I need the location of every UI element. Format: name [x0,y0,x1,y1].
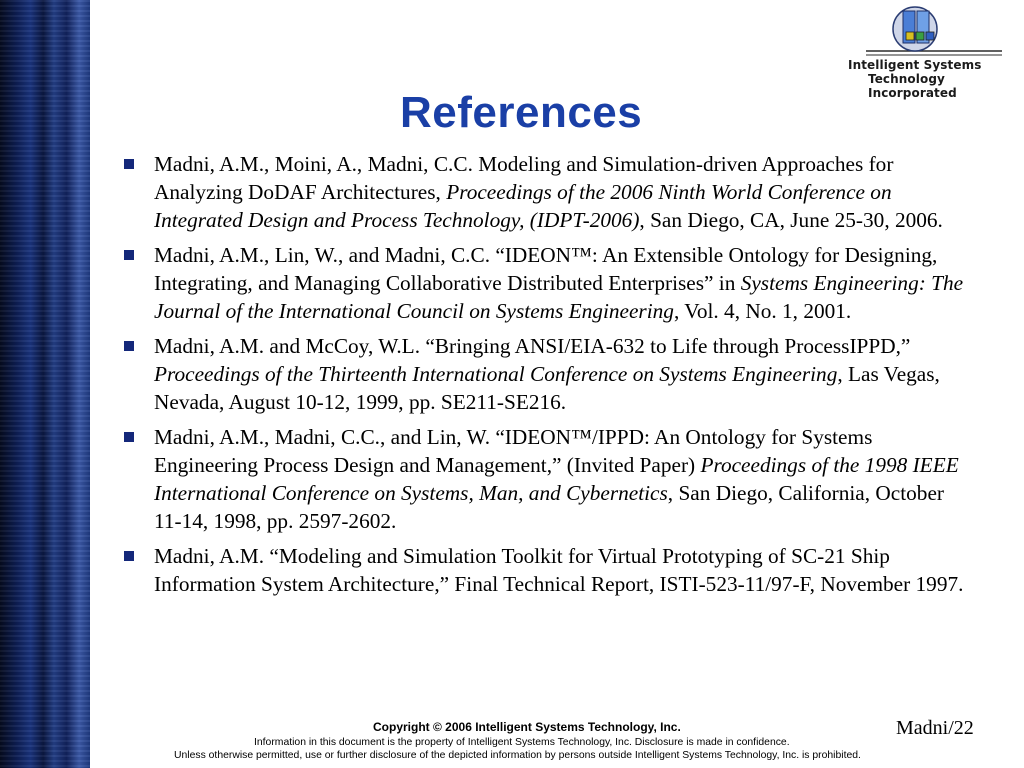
reference-text: Madni, A.M., Lin, W., and Madni, C.C. “IDEON™: An Extensible Ontology for Designing, Integrating, and Managing Collaborative Distributed Enterprises” in [154,243,938,295]
reference-text: Madni, A.M. “Modeling and Simulation Toolkit for Virtual Prototyping of SC-21 Ship Information System Architecture,” Final Technical Report, ISTI-523-11/97-F, November 1997. [154,544,964,596]
reference-item [124,423,970,535]
square-bullet-icon [124,341,134,351]
reference-publication: Proceedings of the Thirteenth International Conference on Systems Engineering [154,362,838,386]
square-bullet-icon [124,159,134,169]
square-bullet-icon [124,551,134,561]
square-bullet-icon [124,250,134,260]
logo-line-2: Technology Incorporated [868,72,957,100]
reference-publication: Systems Engineering: The Journal of the International Council on Systems Engineering [154,271,964,323]
company-logo-text [846,58,1024,100]
reference-publication: Proceedings of the 2006 Ninth World Conference on Integrated Design and Process Technology, (IDPT-2006) [154,180,892,232]
reference-item [124,150,970,234]
reference-publication: Proceedings of the 1998 IEEE International Conference on Systems, Man, and Cybernetics [154,453,959,505]
reference-text: Madni, A.M., Moini, A., Madni, C.C. Modeling and Simulation-driven Approaches for Analyzing DoDAF Architectures, [154,152,894,204]
footer-copyright: Copyright © 2006 Intelligent Systems Technology, Inc. [373,720,681,734]
reference-item [124,332,970,416]
logo-line-1: Intelligent Systems [848,58,982,72]
reference-item [124,542,970,598]
references-list [124,150,970,605]
reference-details: , Vol. 4, No. 1, 2001. [673,299,852,323]
slide-title: References [400,88,643,137]
footer-disclosure-line-2: Unless otherwise permitted, use or further disclosure of the depicted information by persons outside Intelligent Systems Technology, Inc. is prohibited. [174,750,861,761]
reference-details: , San Diego, California, October 11-14, 1998, pp. 2597-2602. [154,481,944,533]
reference-details: , Las Vegas, Nevada, August 10-12, 1999, pp. SE211-SE216. [154,362,940,414]
square-bullet-icon [124,432,134,442]
reference-text: Madni, A.M., Madni, C.C., and Lin, W. “IDEON™/IPPD: An Ontology for Systems Engineering Process Design and Management,” (Invited Paper) [154,425,873,477]
reference-item [124,241,970,325]
reference-text: Madni, A.M. and McCoy, W.L. “Bringing ANSI/EIA-632 to Life through ProcessIPPD,” [154,334,911,358]
decorative-sidebar [0,0,90,768]
page-number: Madni/22 [896,717,974,739]
reference-details: , San Diego, CA, June 25-30, 2006. [639,208,943,232]
footer-disclosure-line-1: Information in this document is the property of Intelligent Systems Technology, Inc. Disclosure is made in confidence. [254,737,790,748]
